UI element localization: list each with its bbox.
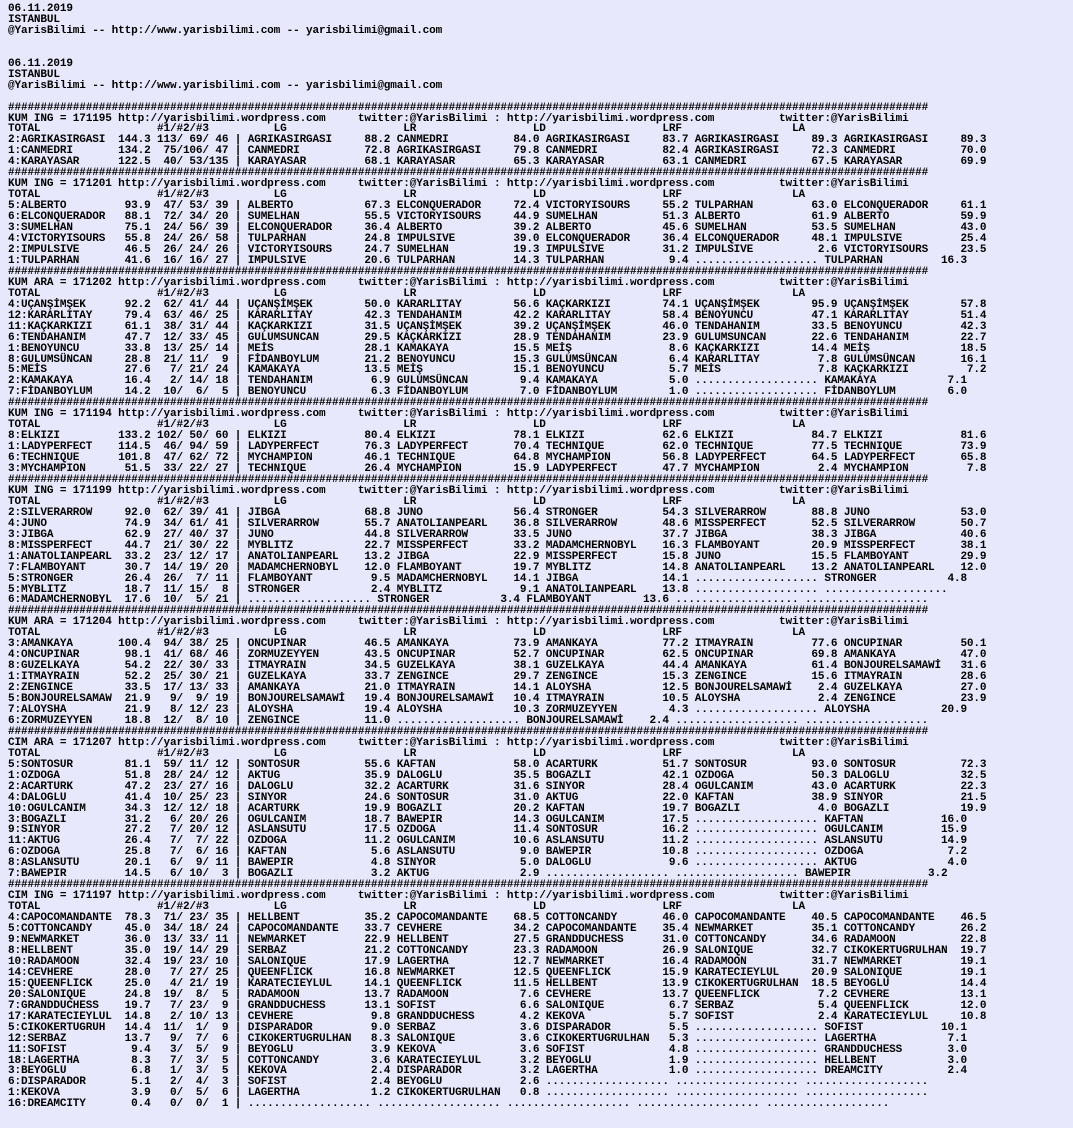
column-header-line: TOTAL #1/#2/#3 LG LR LD LRF LA <box>8 419 805 432</box>
horse-row: 8:HELLBENT 35.0 19/ 14/ 29 | SERBAZ 21.2 COTTONCANDY 23.3 RADAMOON 26.9 SALONIQUE 32.7 CIKOKERTUGRULHAN 19.7 <box>8 944 987 957</box>
horse-row: 5:MYBLITZ 18.7 11/ 15/ 8 | STRONGER 2.4 MYBLITZ 9.1 ANATOLIANPEARL 13.8 ................... ................... <box>8 583 948 596</box>
horse-row: 6:DISPARADOR 5.1 2/ 4/ 3 | SOFIST 2.4 BEYOGLU 2.6 ................... ................... ................... <box>8 1076 929 1089</box>
horse-row: 11:KAÇKARKIZI 61.1 38/ 31/ 44 | KAÇKARKIZI 31.5 UÇANŞİMŞEK 39.2 UÇANŞİMŞEK 46.0 TENDAHANIM 33.5 BENOYUNCU 42.3 <box>8 320 987 333</box>
horse-row: 6:MADAMCHERNOBYL 17.6 10/ 5/ 21 | ................... STRONGER 3.4 FLAMBOYANT 13.6 ................... ................... <box>8 594 929 607</box>
horse-row: 1:OZDOGA 51.8 28/ 24/ 12 | AKTUG 35.9 DALOGLU 35.5 BOGAZLI 42.1 OZDOGA 50.3 DALOGLU 32.5 <box>8 769 987 782</box>
horse-row: 14:CEVHERE 28.0 7/ 27/ 25 | QUEENFLICK 16.8 NEWMARKET 12.5 QUEENFLICK 15.9 KARATECIEYLUL 20.9 SALONIQUE 19.1 <box>8 966 987 979</box>
section-divider: ############################################################################################################################################## <box>8 725 929 738</box>
horse-row: 5:ALBERTO 93.9 47/ 53/ 39 | ALBERTO 67.3 ELCONQUERADOR 72.4 VICTORYISOURS 55.2 TULPARHAN 63.0 ELCONQUERADOR 61.1 <box>8 200 987 213</box>
report-location: ISTANBUL <box>8 68 60 81</box>
horse-row: 1:ANATOLIANPEARL 33.2 23/ 12/ 17 | ANATOLIANPEARL 13.2 JIBGA 22.9 MISSPERFECT 15.8 JUNO 15.5 FLAMBOYANT 29.9 <box>8 550 987 563</box>
horse-row: 4:JUNO 74.9 34/ 61/ 41 | SILVERARROW 55.7 ANATOLIANPEARL 36.8 SILVERARROW 48.6 MISSPERFECT 52.5 SILVERARROW 50.7 <box>8 517 987 530</box>
horse-row: 7:GRANDDUCHESS 19.7 7/ 23/ 9 | GRANDDUCHESS 13.1 SOFIST 6.6 SALONIQUE 6.7 SERBAZ 5.4 QUEENFLICK 12.0 <box>8 999 987 1012</box>
horse-row: 1:ITMAYRAIN 52.2 25/ 30/ 21 | GUZELKAYA 33.7 ZENGINCE 29.7 ZENGINCE 15.3 ZENGINCE 15.6 ITMAYRAIN 28.6 <box>8 671 987 684</box>
blank-line <box>8 48 986 59</box>
horse-row: 2:ZENGINCE 33.5 17/ 13/ 33 | AMANKAYA 21.0 ITMAYRAIN 14.1 ALOYSHA 12.5 BONJOURELSAMAWİ 2.4 GUZELKAYA 27.0 <box>8 682 987 695</box>
horse-row: 3:BEYOGLU 6.8 1/ 3/ 5 | KEKOVA 2.4 DISPARADOR 3.2 LAGERTHA 1.0 ................... DREAMCITY 2.4 <box>8 1065 967 1078</box>
horse-row: 5:COTTONCANDY 45.0 34/ 18/ 24 | CAPOCOMANDANTE 33.7 CEVHERE 34.2 CAPOCOMANDANTE 35.4 NEWMARKET 35.1 COTTONCANDY 26.2 <box>8 923 987 936</box>
horse-row: 4:CAPOCOMANDANTE 78.3 71/ 23/ 35 | HELLBENT 35.2 CAPOCOMANDANTE 68.5 COTTONCANDY 46.0 CAPOCOMANDANTE 40.5 CAPOCOMANDANTE 46.5 <box>8 912 987 925</box>
horse-row: 1:KEKOVA 3.9 0/ 5/ 6 | LAGERTHA 1.2 CIKOKERTUGRULHAN 0.8 ................... ................... ................... <box>8 1087 929 1100</box>
horse-row: 2:SILVERARROW 92.0 62/ 39/ 41 | JIBGA 68.8 JUNO 56.4 STRONGER 54.3 SILVERARROW 88.8 JUNO 53.0 <box>8 506 987 519</box>
horse-row: 7:BAWEPIR 14.5 6/ 10/ 3 | BOGAZLI 3.2 AKTUG 2.9 ................... ................... BAWEPIR 3.2 <box>8 868 948 881</box>
horse-row: 5:SONTOSUR 81.1 59/ 11/ 12 | SONTOSUR 55.6 KAFTAN 58.0 ACARTURK 51.7 SONTOSUR 93.0 SONTOSUR 72.3 <box>8 758 987 771</box>
horse-row: 7:FLAMBOYANT 30.7 14/ 19/ 20 | MADAMCHERNOBYL 12.0 FLAMBOYANT 19.7 MYBLITZ 14.8 ANATOLIANPEARL 13.2 ANATOLIANPEARL 12.0 <box>8 561 987 574</box>
horse-row: 8:ASLANSUTU 20.1 6/ 9/ 11 | BAWEPIR 4.8 SINYOR 5.0 DALOGLU 9.6 ................... AKTUG 4.0 <box>8 857 967 870</box>
horse-row: 7:FİDANBOYLUM 14.2 10/ 6/ 5 | BENOYUNCU 6.3 FİDANBOYLUM 7.0 FİDANBOYLUM 1.0 ................... FİDANBOYLUM 6.0 <box>8 386 967 399</box>
horse-row: 2:KAMAKAYA 16.4 2/ 14/ 18 | TENDAHANIM 6.9 GULUMSÜNCAN 9.4 KAMAKAYA 5.0 ................... KAMAKAYA 7.1 <box>8 375 967 388</box>
horse-row: 4:UÇANŞİMŞEK 92.2 62/ 41/ 44 | UÇANŞİMŞEK 50.0 KARARLITAY 56.6 KAÇKARKIZI 74.1 UÇANŞİMŞEK 95.9 UÇANŞİMŞEK 57.8 <box>8 298 987 311</box>
horse-row: 1:BENOYUNCU 33.8 13/ 25/ 14 | MEİS 28.1 KAMAKAYA 15.5 MEİŞ 8.6 KAÇKARKIZI 14.4 MEİŞ 18.5 <box>8 342 987 355</box>
horse-row: 2:IMPULSIVE 46.5 26/ 24/ 26 | VICTORYISOURS 24.7 SUMELHAN 19.3 IMPULSIVE 31.2 IMPULSIVE 2.6 VICTORYISOURS 23.5 <box>8 243 987 256</box>
horse-row: 6:TECHNIQUE 101.8 47/ 62/ 72 | MYCHAMPION 46.1 TECHNIQUE 64.8 MYCHAMPION 56.8 LADYPERFECT 64.5 LADYPERFECT 65.8 <box>8 452 987 465</box>
horse-row: 20:SALONIQUE 24.8 19/ 8/ 5 | RADAMOON 13.7 RADAMOON 7.6 CEVHERE 13.7 QUEENFLICK 7.2 CEVHERE 13.1 <box>8 988 987 1001</box>
horse-row: 15:QUEENFLICK 25.0 4/ 21/ 19 | KARATECIEYLUL 14.1 QUEENFLICK 11.5 HELLBENT 13.9 CIKOKERTUGRULHAN 18.5 BEYOGLU 14.4 <box>8 977 987 990</box>
horse-row: 4:ONCUPINAR 98.1 41/ 68/ 46 | ZORMUZEYYEN 43.5 ONCUPINAR 52.7 ONCUPINAR 62.5 ONCUPINAR 69.8 AMANKAYA 47.0 <box>8 649 987 662</box>
race-header-line: KUM ING = 171195 http://yarisbilimi.wordpress.com twitter:@YarisBilimi : http://yarisbilimi.wordpress.com twitter:@YarisBilimi <box>8 112 909 125</box>
horse-row: 6:ZORMUZEYYEN 18.8 12/ 8/ 10 | ZENGINCE 11.0 ................... BONJOURELSAMAWİ 2.4 ................... ................... <box>8 714 929 727</box>
horse-row: 17:KARATECIEYLUL 14.8 2/ 10/ 13 | CEVHERE 9.8 GRANDDUCHESS 4.2 KEKOVA 5.7 SOFIST 2.4 KARATECIEYLUL 10.8 <box>8 1010 987 1023</box>
horse-row: 1:CANMEDRI 134.2 75/106/ 47 | CANMEDRI 72.8 AGRIKASIRGASI 79.8 CANMEDRI 82.4 AGRIKASIRGASI 72.3 CANMEDRI 70.0 <box>8 145 987 158</box>
column-header-line: TOTAL #1/#2/#3 LG LR LD LRF LA <box>8 123 805 136</box>
horse-row: 6:ELCONQUERADOR 88.1 72/ 34/ 20 | SUMELHAN 55.5 VICTORYISOURS 44.9 SUMELHAN 51.3 ALBERTO 61.9 ALBERTO 59.9 <box>8 211 987 224</box>
section-divider: ############################################################################################################################################## <box>8 101 929 114</box>
section-divider: ############################################################################################################################################## <box>8 879 929 892</box>
horse-row: 3:BOGAZLI 31.2 6/ 20/ 26 | OGULCANIM 18.7 BAWEPIR 14.3 OGULCANIM 17.5 ................... KAFTAN 16.0 <box>8 813 967 826</box>
column-header-line: TOTAL #1/#2/#3 LG LR LD LRF LA <box>8 495 805 508</box>
report-contact: @YarisBilimi -- http://www.yarisbilimi.com -- yarisbilimi@gmail.com <box>8 24 443 37</box>
report-date: 06.11.2019 <box>8 3 73 15</box>
race-header-line: KUM ARA = 171202 http://yarisbilimi.wordpress.com twitter:@YarisBilimi : http://yarisbilimi.wordpress.com twitter:@YarisBilimi <box>8 276 909 289</box>
race-header-line: KUM ING = 171199 http://yarisbilimi.wordpress.com twitter:@YarisBilimi : http://yarisbilimi.wordpress.com twitter:@YarisBilimi <box>8 484 909 497</box>
horse-row: 3:JIBGA 62.9 27/ 40/ 37 | JUNO 44.8 SILVERARROW 33.5 JUNO 37.7 JIBGA 38.3 JIBGA 40.6 <box>8 528 987 541</box>
horse-row: 7:ALOYSHA 21.9 8/ 12/ 23 | ALOYSHA 19.4 ALOYSHA 10.3 ZORMUZEYYEN 4.3 ................... ALOYSHA 20.9 <box>8 704 967 716</box>
horse-row: 4:DALOGLU 41.4 10/ 25/ 23 | SINYOR 24.6 SONTOSUR 31.0 AKTUG 22.0 KAFTAN 38.9 SINYOR 21.5 <box>8 791 987 804</box>
report-location: ISTANBUL <box>8 13 60 26</box>
horse-row: 10:RADAMOON 32.4 19/ 23/ 10 | SALONIQUE 17.9 LAGERTHA 12.7 NEWMARKET 16.4 RADAMOON 31.7 NEWMARKET 19.1 <box>8 955 987 968</box>
horse-row: 9:SINYOR 27.2 7/ 20/ 12 | ASLANSUTU 17.5 OZDOGA 11.4 SONTOSUR 16.2 ................... OGULCANIM 15.9 <box>8 824 967 837</box>
horse-row: 6:OZDOGA 25.8 7/ 6/ 16 | KAFTAN 5.6 ASLANSUTU 9.0 BAWEPIR 10.8 ................... OZDOGA 7.2 <box>8 846 967 859</box>
horse-row: 1:TULPARHAN 41.6 16/ 16/ 27 | IMPULSIVE 20.6 TULPARHAN 14.3 TULPARHAN 9.4 ................... TULPARHAN 16.3 <box>8 254 967 267</box>
blank-line <box>8 37 986 48</box>
horse-row: 8:ELKIZI 133.2 102/ 50/ 60 | ELKIZI 80.4 ELKIZI 78.1 ELKIZI 62.6 ELKIZI 84.7 ELKIZI 81.6 <box>8 430 987 443</box>
horse-row: 9:NEWMARKET 36.0 13/ 33/ 11 | NEWMARKET 22.9 HELLBENT 27.5 GRANDDUCHESS 31.0 COTTONCANDY 34.6 RADAMOON 22.8 <box>8 934 987 947</box>
race-header-line: KUM ARA = 171204 http://yarisbilimi.wordpress.com twitter:@YarisBilimi : http://yarisbilimi.wordpress.com twitter:@YarisBilimi <box>8 616 909 629</box>
horse-row: 11:SOFIST 9.4 3/ 5/ 9 | BEYOGLU 3.9 KEKOVA 3.6 SOFIST 4.8 ................... GRANDDUCHESS 3.0 <box>8 1043 967 1056</box>
horse-row: 5:CIKOKERTUGRUH 14.4 11/ 1/ 9 | DISPARADOR 9.0 SERBAZ 3.6 DISPARADOR 5.5 ................... SOFIST 10.1 <box>8 1021 967 1034</box>
race-header-line: CIM ING = 171197 http://yarisbilimi.wordpress.com twitter:@YarisBilimi : http://yarisbilimi.wordpress.com twitter:@YarisBilimi <box>8 890 909 903</box>
section-divider: ############################################################################################################################################## <box>8 397 929 410</box>
horse-row: 4:KARAYASAR 122.5 40/ 53/135 | KARAYASAR 68.1 KARAYASAR 65.3 KARAYASAR 63.1 CANMEDRI 67.5 KARAYASAR 69.9 <box>8 156 987 169</box>
horse-row: 10:OGULCANIM 34.3 12/ 12/ 18 | ACARTURK 19.9 BOGAZLI 20.2 KAFTAN 19.7 BOGAZLI 4.0 BOGAZLI 19.9 <box>8 802 987 815</box>
section-divider: ############################################################################################################################################## <box>8 473 929 486</box>
horse-row: 3:AMANKAYA 100.4 94/ 38/ 25 | ONCUPINAR 46.5 AMANKAYA 73.9 AMANKAYA 77.2 ITMAYRAIN 77.6 ONCUPINAR 50.1 <box>8 638 987 651</box>
horse-row: 8:MISSPERFECT 44.7 21/ 30/ 22 | MYBLITZ 22.7 MISSPERFECT 33.2 MADAMCHERNOBYL 16.3 FLAMBOYANT 20.9 MISSPERFECT 38.1 <box>8 539 987 552</box>
horse-row: 4:VICTORYISOURS 55.8 24/ 26/ 58 | TULPARHAN 24.8 IMPULSIVE 39.0 ELCONQUERADOR 36.4 ELCONQUERADOR 48.1 IMPULSIVE 25.4 <box>8 233 987 246</box>
horse-row: 3:SUMELHAN 75.1 24/ 56/ 39 | ELCONQUERADOR 36.4 ALBERTO 39.2 ALBERTO 45.6 SUMELHAN 53.5 SUMELHAN 43.0 <box>8 222 987 235</box>
column-header-line: TOTAL #1/#2/#3 LG LR LD LRF LA <box>8 901 805 914</box>
horse-row: 11:AKTUG 26.4 7/ 7/ 22 | OZDOGA 11.2 OGULCANIM 10.6 ASLANSUTU 11.2 ................... ASLANSUTU 14.9 <box>8 835 967 848</box>
race-header-line: KUM ING = 171194 http://yarisbilimi.wordpress.com twitter:@YarisBilimi : http://yarisbilimi.wordpress.com twitter:@YarisBilimi <box>8 408 909 421</box>
horse-row: 6:TENDAHANIM 47.7 12/ 33/ 45 | GULUMSUNCAN 29.5 KAÇKARKIZI 28.9 TENDAHANIM 23.9 GULUMSUNCAN 22.6 TENDAHANIM 22.7 <box>8 331 987 344</box>
horse-row: 3:MYCHAMPION 51.5 33/ 22/ 27 | TECHNIQUE 26.4 MYCHAMPION 15.9 LADYPERFECT 47.7 MYCHAMPION 2.4 MYCHAMPION 7.8 <box>8 463 987 476</box>
race-header-line: CIM ARA = 171207 http://yarisbilimi.wordpress.com twitter:@YarisBilimi : http://yarisbilimi.wordpress.com twitter:@YarisBilimi <box>8 736 909 749</box>
section-divider: ############################################################################################################################################## <box>8 265 929 278</box>
horse-row: 5:BONJOURELSAMAW 21.9 9/ 9/ 19 | BONJOURELSAMAWİ 19.4 BONJOURELSAMAWİ 10.4 ITMAYRAIN 10.5 ALOYSHA 2.4 ZENGINCE 23.9 <box>8 693 987 706</box>
horse-row: 1:LADYPERFECT 114.5 46/ 94/ 59 | LADYPERFECT 76.3 LADYPERFECT 70.4 TECHNIQUE 62.0 TECHNIQUE 77.5 TECHNIQUE 73.9 <box>8 441 987 454</box>
column-header-line: TOTAL #1/#2/#3 LG LR LD LRF LA <box>8 287 805 300</box>
column-header-line: TOTAL #1/#2/#3 LG LR LD LRF LA <box>8 189 805 202</box>
horse-row: 16:DREAMCITY 0.4 0/ 0/ 1 | ................... ................... ................... ................... ................... <box>8 1098 890 1111</box>
column-header-line: TOTAL #1/#2/#3 LG LR LD LRF LA <box>8 627 805 640</box>
horse-row: 8:GULUMSÜNCAN 28.8 21/ 11/ 9 | FİDANBOYLUM 21.2 BENOYUNCU 15.3 GULUMSÜNCAN 6.4 KARARLITAY 7.8 GULUMSÜNCAN 16.1 <box>8 353 987 366</box>
horse-row: 12:SERBAZ 13.7 9/ 7/ 6 | CIKOKERTUGRULHAN 8.3 SALONIQUE 3.6 CIKOKERTUGRULHAN 5.3 ................... LAGERTHA 7.1 <box>8 1032 967 1045</box>
report-date: 06.11.2019 <box>8 57 73 70</box>
section-divider: ############################################################################################################################################## <box>8 605 929 618</box>
section-divider: ############################################################################################################################################## <box>8 167 929 180</box>
column-header-line: TOTAL #1/#2/#3 LG LR LD LRF LA <box>8 747 805 760</box>
report-contact: @YarisBilimi -- http://www.yarisbilimi.com -- yarisbilimi@gmail.com <box>8 79 443 92</box>
race-header-line: KUM ING = 171201 http://yarisbilimi.wordpress.com twitter:@YarisBilimi : http://yarisbilimi.wordpress.com twitter:@YarisBilimi <box>8 178 909 191</box>
horse-row: 8:GUZELKAYA 54.2 22/ 30/ 33 | ITMAYRAIN 34.5 GUZELKAYA 38.1 GUZELKAYA 44.4 AMANKAYA 61.4 BONJOURELSAMAWİ 31.6 <box>8 660 987 673</box>
blank-line <box>8 92 986 103</box>
horse-row: 2:ACARTURK 47.2 23/ 27/ 16 | DALOGLU 32.2 ACARTURK 31.6 SINYOR 28.4 OGULCANIM 43.0 ACARTURK 22.3 <box>8 780 987 793</box>
horse-row: 5:STRONGER 26.4 26/ 7/ 11 | FLAMBOYANT 9.5 MADAMCHERNOBYL 14.1 JIBGA 14.1 ................... STRONGER 4.8 <box>8 572 967 585</box>
horse-row: 5:MEİS 27.6 7/ 21/ 24 | KAMAKAYA 13.5 MEİŞ 15.1 BENOYUNCU 5.7 MEİS 7.8 KAÇKARKIZI 7.2 <box>8 364 987 377</box>
horse-row: 12:KARARLITAY 79.4 63/ 46/ 25 | KARARLITAY 42.3 TENDAHANIM 42.2 KARARLITAY 58.4 BENOYUNCU 47.1 KARARLITAY 51.4 <box>8 309 987 322</box>
race-report-text <box>8 4 986 1110</box>
horse-row: 18:LAGERTHA 8.3 7/ 3/ 5 | COTTONCANDY 3.6 KARATECIEYLUL 3.2 BEYOGLU 1.9 ................... HELLBENT 3.0 <box>8 1054 967 1067</box>
horse-row: 2:AGRIKASIRGASI 144.3 113/ 69/ 46 | AGRIKASIRGASI 88.2 CANMEDRI 84.0 AGRIKASIRGASI 83.7 AGRIKASIRGASI 89.3 AGRIKASIRGASI 89.3 <box>8 134 987 147</box>
